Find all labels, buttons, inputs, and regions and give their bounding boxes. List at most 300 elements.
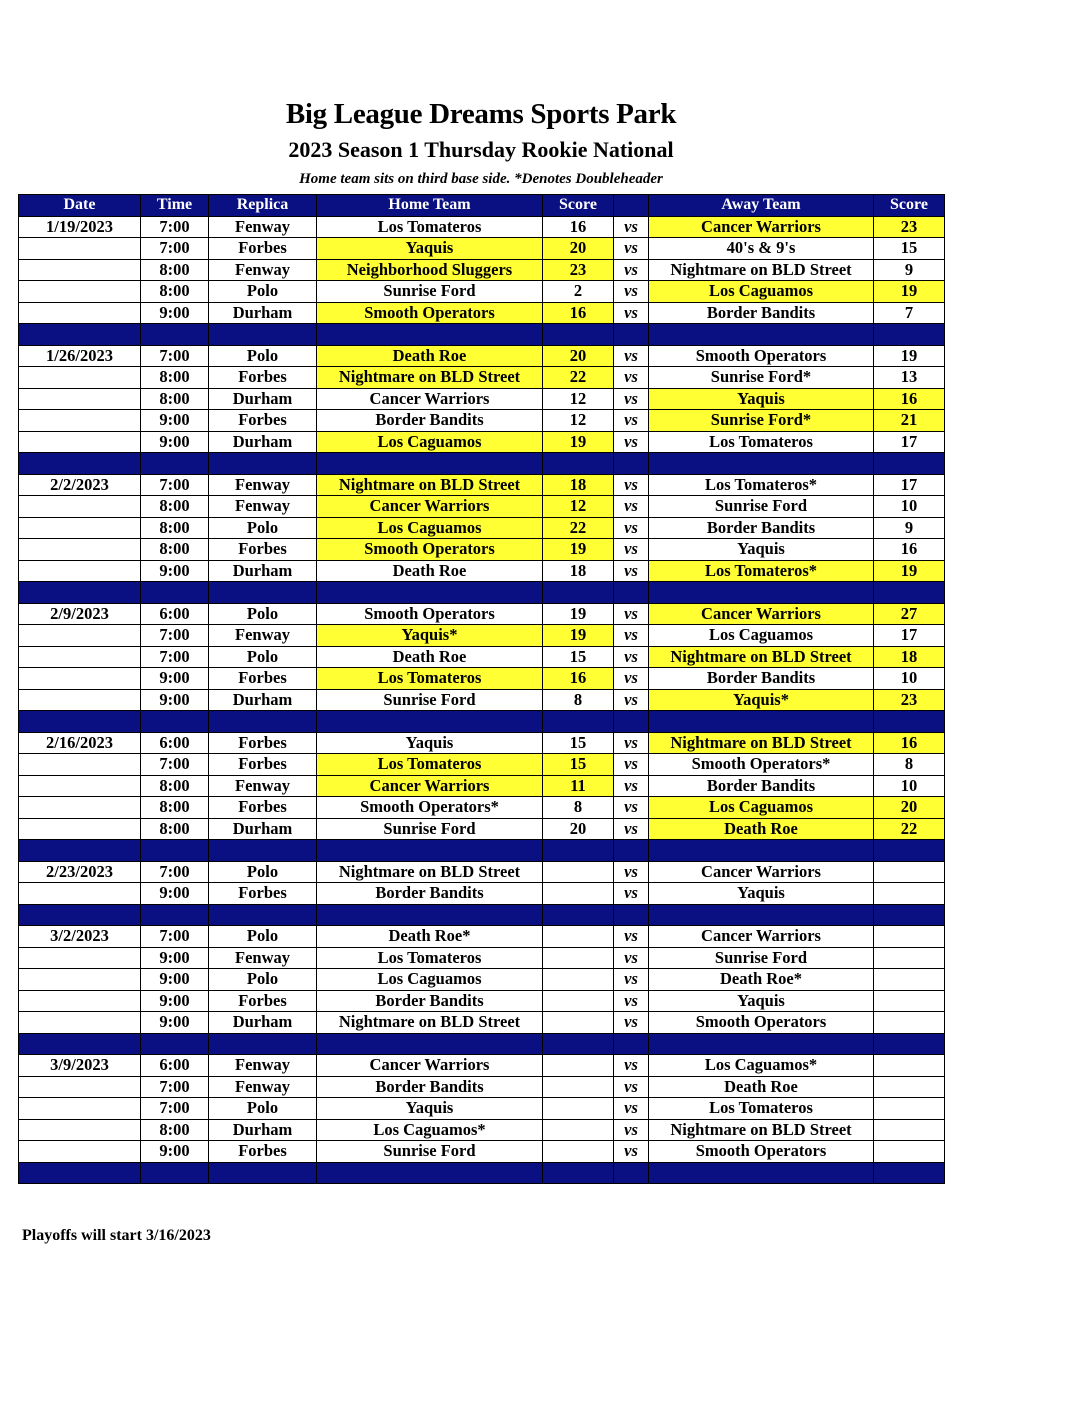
away-score: 10 [874, 668, 945, 690]
home-team: Smooth Operators [317, 603, 543, 625]
away-team: Border Bandits [649, 517, 874, 539]
separator-cell [614, 1033, 649, 1055]
week-separator-row [19, 453, 945, 475]
away-team: Nightmare on BLD Street [649, 646, 874, 668]
vs-label: vs [614, 238, 649, 260]
away-team: Yaquis [649, 990, 874, 1012]
separator-cell [649, 453, 874, 475]
separator-cell [317, 711, 543, 733]
separator-cell [317, 1162, 543, 1184]
separator-cell [19, 840, 141, 862]
away-team: Death Roe* [649, 969, 874, 991]
away-team: Los Caguamos [649, 625, 874, 647]
table-row [19, 517, 945, 539]
separator-cell [614, 582, 649, 604]
home-score: 12 [543, 388, 614, 410]
away-score [874, 1055, 945, 1077]
home-team: Sunrise Ford [317, 689, 543, 711]
home-team: Border Bandits [317, 883, 543, 905]
home-score: 15 [543, 732, 614, 754]
home-team: Yaquis [317, 238, 543, 260]
game-date-empty [19, 646, 141, 668]
separator-cell [543, 324, 614, 346]
game-replica: Forbes [209, 990, 317, 1012]
game-replica: Durham [209, 560, 317, 582]
game-date: 2/16/2023 [19, 732, 141, 754]
game-replica: Fenway [209, 947, 317, 969]
separator-cell [543, 453, 614, 475]
away-score: 10 [874, 775, 945, 797]
game-date-empty [19, 947, 141, 969]
vs-label: vs [614, 861, 649, 883]
game-date-empty [19, 754, 141, 776]
separator-cell [209, 1033, 317, 1055]
home-score: 23 [543, 259, 614, 281]
game-replica: Polo [209, 603, 317, 625]
table-row [19, 367, 945, 389]
home-score: 8 [543, 689, 614, 711]
game-date: 3/2/2023 [19, 926, 141, 948]
home-team: Border Bandits [317, 990, 543, 1012]
separator-cell [209, 904, 317, 926]
table-row [19, 281, 945, 303]
home-team: Nightmare on BLD Street [317, 474, 543, 496]
col-header-date: Date [19, 195, 141, 217]
game-replica: Forbes [209, 883, 317, 905]
away-score [874, 1012, 945, 1034]
table-row [19, 1141, 945, 1163]
game-time: 9:00 [141, 1012, 209, 1034]
game-date-empty [19, 668, 141, 690]
separator-cell [141, 324, 209, 346]
game-time: 9:00 [141, 990, 209, 1012]
game-date: 1/19/2023 [19, 216, 141, 238]
page-subtitle: 2023 Season 1 Thursday Rookie National [288, 137, 674, 162]
col-header-vs [614, 195, 649, 217]
away-team: Nightmare on BLD Street [649, 1119, 874, 1141]
separator-cell [649, 840, 874, 862]
home-score: 20 [543, 238, 614, 260]
game-replica: Forbes [209, 754, 317, 776]
game-time: 9:00 [141, 560, 209, 582]
away-score: 18 [874, 646, 945, 668]
separator-cell [141, 1162, 209, 1184]
game-date-empty [19, 410, 141, 432]
col-header-home-score: Score [543, 195, 614, 217]
game-replica: Durham [209, 431, 317, 453]
vs-label: vs [614, 281, 649, 303]
vs-label: vs [614, 818, 649, 840]
separator-cell [874, 840, 945, 862]
game-time: 9:00 [141, 668, 209, 690]
home-team: Los Tomateros [317, 668, 543, 690]
separator-cell [209, 840, 317, 862]
vs-label: vs [614, 431, 649, 453]
table-row [19, 345, 945, 367]
vs-label: vs [614, 689, 649, 711]
home-score: 11 [543, 775, 614, 797]
table-row [19, 216, 945, 238]
game-time: 7:00 [141, 754, 209, 776]
home-score [543, 990, 614, 1012]
away-team: Cancer Warriors [649, 861, 874, 883]
table-row [19, 883, 945, 905]
table-row [19, 603, 945, 625]
separator-cell [649, 904, 874, 926]
home-score: 15 [543, 754, 614, 776]
game-date-empty [19, 238, 141, 260]
game-replica: Forbes [209, 668, 317, 690]
home-team: Cancer Warriors [317, 1055, 543, 1077]
separator-cell [317, 453, 543, 475]
game-time: 9:00 [141, 410, 209, 432]
away-score: 9 [874, 517, 945, 539]
home-score: 20 [543, 818, 614, 840]
home-score: 16 [543, 216, 614, 238]
separator-cell [19, 711, 141, 733]
home-score [543, 861, 614, 883]
home-score: 2 [543, 281, 614, 303]
table-row [19, 926, 945, 948]
game-date-empty [19, 625, 141, 647]
vs-label: vs [614, 1055, 649, 1077]
away-score: 16 [874, 539, 945, 561]
vs-label: vs [614, 345, 649, 367]
away-team: Smooth Operators [649, 1012, 874, 1034]
col-header-away-team: Away Team [649, 195, 874, 217]
game-time: 8:00 [141, 517, 209, 539]
game-time: 7:00 [141, 474, 209, 496]
separator-cell [614, 1162, 649, 1184]
away-team: Smooth Operators [649, 1141, 874, 1163]
table-row [19, 732, 945, 754]
separator-cell [614, 453, 649, 475]
game-time: 7:00 [141, 926, 209, 948]
week-separator-row [19, 1033, 945, 1055]
away-team: Sunrise Ford [649, 496, 874, 518]
separator-cell [141, 711, 209, 733]
table-row [19, 646, 945, 668]
vs-label: vs [614, 883, 649, 905]
vs-label: vs [614, 410, 649, 432]
game-date-empty [19, 1119, 141, 1141]
vs-label: vs [614, 926, 649, 948]
home-team: Sunrise Ford [317, 1141, 543, 1163]
home-score [543, 1141, 614, 1163]
separator-cell [317, 904, 543, 926]
game-replica: Durham [209, 818, 317, 840]
away-team: Sunrise Ford [649, 947, 874, 969]
away-score [874, 1098, 945, 1120]
separator-cell [874, 1033, 945, 1055]
game-time: 8:00 [141, 818, 209, 840]
game-replica: Durham [209, 1119, 317, 1141]
away-team: Cancer Warriors [649, 216, 874, 238]
game-replica: Polo [209, 345, 317, 367]
separator-cell [649, 324, 874, 346]
game-time: 8:00 [141, 539, 209, 561]
game-replica: Fenway [209, 1076, 317, 1098]
home-team: Neighborhood Sluggers [317, 259, 543, 281]
game-date: 2/23/2023 [19, 861, 141, 883]
col-header-away-score: Score [874, 195, 945, 217]
game-replica: Fenway [209, 1055, 317, 1077]
separator-cell [649, 1033, 874, 1055]
table-row [19, 775, 945, 797]
home-score [543, 926, 614, 948]
table-row [19, 431, 945, 453]
table-row [19, 668, 945, 690]
vs-label: vs [614, 969, 649, 991]
home-team: Cancer Warriors [317, 496, 543, 518]
home-team: Los Caguamos [317, 431, 543, 453]
table-row [19, 388, 945, 410]
game-date-empty [19, 539, 141, 561]
home-score [543, 883, 614, 905]
separator-cell [317, 582, 543, 604]
home-team: Los Caguamos* [317, 1119, 543, 1141]
home-score: 8 [543, 797, 614, 819]
vs-label: vs [614, 668, 649, 690]
separator-cell [141, 904, 209, 926]
game-date-empty [19, 818, 141, 840]
away-team: Yaquis* [649, 689, 874, 711]
game-date-empty [19, 302, 141, 324]
home-score [543, 969, 614, 991]
away-team: Sunrise Ford* [649, 367, 874, 389]
game-replica: Polo [209, 517, 317, 539]
separator-cell [209, 711, 317, 733]
week-separator-row [19, 324, 945, 346]
game-replica: Polo [209, 861, 317, 883]
game-date-empty [19, 517, 141, 539]
away-score [874, 990, 945, 1012]
home-score [543, 1098, 614, 1120]
vs-label: vs [614, 947, 649, 969]
away-score: 10 [874, 496, 945, 518]
away-score: 17 [874, 625, 945, 647]
game-time: 7:00 [141, 1076, 209, 1098]
away-team: Los Caguamos [649, 797, 874, 819]
away-score: 7 [874, 302, 945, 324]
home-team: Los Tomateros [317, 754, 543, 776]
home-score: 18 [543, 560, 614, 582]
vs-label: vs [614, 1098, 649, 1120]
home-score: 16 [543, 302, 614, 324]
game-time: 7:00 [141, 238, 209, 260]
home-team: Border Bandits [317, 1076, 543, 1098]
home-score: 19 [543, 431, 614, 453]
away-score: 16 [874, 388, 945, 410]
away-team: Cancer Warriors [649, 603, 874, 625]
separator-cell [209, 453, 317, 475]
game-date-empty [19, 367, 141, 389]
home-score [543, 1076, 614, 1098]
home-team: Sunrise Ford [317, 281, 543, 303]
table-row [19, 1098, 945, 1120]
home-team: Nightmare on BLD Street [317, 861, 543, 883]
game-time: 8:00 [141, 775, 209, 797]
table-row [19, 969, 945, 991]
vs-label: vs [614, 1076, 649, 1098]
vs-label: vs [614, 732, 649, 754]
game-date-empty [19, 431, 141, 453]
game-replica: Forbes [209, 367, 317, 389]
game-date-empty [19, 388, 141, 410]
game-time: 8:00 [141, 367, 209, 389]
table-row [19, 1119, 945, 1141]
away-team: 40's & 9's [649, 238, 874, 260]
away-score: 17 [874, 431, 945, 453]
game-date-empty [19, 775, 141, 797]
home-team: Death Roe [317, 560, 543, 582]
game-replica: Fenway [209, 625, 317, 647]
separator-cell [614, 904, 649, 926]
home-score: 22 [543, 517, 614, 539]
game-replica: Polo [209, 646, 317, 668]
away-team: Los Tomateros [649, 431, 874, 453]
game-replica: Fenway [209, 216, 317, 238]
away-score: 23 [874, 216, 945, 238]
game-time: 7:00 [141, 1098, 209, 1120]
table-row [19, 302, 945, 324]
separator-cell [209, 582, 317, 604]
away-score: 19 [874, 281, 945, 303]
home-score: 20 [543, 345, 614, 367]
game-date: 2/2/2023 [19, 474, 141, 496]
game-time: 8:00 [141, 496, 209, 518]
game-replica: Durham [209, 689, 317, 711]
game-time: 7:00 [141, 216, 209, 238]
home-team: Yaquis [317, 1098, 543, 1120]
playoffs-note: Playoffs will start 3/16/2023 [22, 1227, 211, 1244]
away-team: Yaquis [649, 539, 874, 561]
home-team: Border Bandits [317, 410, 543, 432]
vs-label: vs [614, 797, 649, 819]
away-score: 21 [874, 410, 945, 432]
separator-cell [874, 582, 945, 604]
separator-cell [543, 1033, 614, 1055]
away-score: 27 [874, 603, 945, 625]
table-row [19, 1055, 945, 1077]
table-row [19, 990, 945, 1012]
game-time: 9:00 [141, 883, 209, 905]
game-date-empty [19, 496, 141, 518]
away-team: Death Roe [649, 1076, 874, 1098]
away-score [874, 926, 945, 948]
home-score: 19 [543, 625, 614, 647]
home-score [543, 1055, 614, 1077]
vs-label: vs [614, 754, 649, 776]
home-score: 12 [543, 496, 614, 518]
home-team: Death Roe [317, 345, 543, 367]
game-time: 9:00 [141, 302, 209, 324]
home-score: 18 [543, 474, 614, 496]
home-team: Los Caguamos [317, 969, 543, 991]
away-score: 19 [874, 345, 945, 367]
table-row [19, 238, 945, 260]
game-time: 6:00 [141, 732, 209, 754]
game-replica: Forbes [209, 1141, 317, 1163]
away-score: 17 [874, 474, 945, 496]
vs-label: vs [614, 775, 649, 797]
away-score [874, 1076, 945, 1098]
home-team: Los Tomateros [317, 216, 543, 238]
separator-cell [141, 840, 209, 862]
game-replica: Polo [209, 281, 317, 303]
separator-cell [614, 840, 649, 862]
game-date: 1/26/2023 [19, 345, 141, 367]
game-replica: Durham [209, 302, 317, 324]
separator-cell [317, 1033, 543, 1055]
separator-cell [543, 711, 614, 733]
separator-cell [543, 904, 614, 926]
home-score [543, 1119, 614, 1141]
table-row [19, 259, 945, 281]
week-separator-row [19, 582, 945, 604]
away-score: 19 [874, 560, 945, 582]
page-title: Big League Dreams Sports Park [285, 98, 677, 130]
table-row [19, 1076, 945, 1098]
game-date-empty [19, 1098, 141, 1120]
game-date-empty [19, 883, 141, 905]
home-team: Cancer Warriors [317, 775, 543, 797]
table-row [19, 689, 945, 711]
separator-cell [874, 904, 945, 926]
vs-label: vs [614, 539, 649, 561]
vs-label: vs [614, 367, 649, 389]
vs-label: vs [614, 603, 649, 625]
game-replica: Forbes [209, 797, 317, 819]
away-score: 23 [874, 689, 945, 711]
separator-cell [543, 582, 614, 604]
game-date-empty [19, 259, 141, 281]
home-team: Los Tomateros [317, 947, 543, 969]
game-date-empty [19, 969, 141, 991]
game-time: 7:00 [141, 861, 209, 883]
table-row [19, 410, 945, 432]
away-score [874, 883, 945, 905]
home-score: 16 [543, 668, 614, 690]
away-team: Smooth Operators [649, 345, 874, 367]
game-date-empty [19, 1076, 141, 1098]
away-score [874, 969, 945, 991]
col-header-replica: Replica [209, 195, 317, 217]
week-separator-row [19, 840, 945, 862]
away-team: Los Caguamos [649, 281, 874, 303]
vs-label: vs [614, 302, 649, 324]
vs-label: vs [614, 259, 649, 281]
home-team: Los Caguamos [317, 517, 543, 539]
table-header-row [19, 195, 945, 217]
home-score: 19 [543, 603, 614, 625]
vs-label: vs [614, 646, 649, 668]
home-team: Smooth Operators* [317, 797, 543, 819]
home-score: 15 [543, 646, 614, 668]
game-time: 8:00 [141, 797, 209, 819]
game-date-empty [19, 797, 141, 819]
away-team: Nightmare on BLD Street [649, 259, 874, 281]
away-team: Yaquis [649, 883, 874, 905]
separator-cell [543, 840, 614, 862]
separator-cell [19, 1033, 141, 1055]
away-score: 22 [874, 818, 945, 840]
separator-cell [317, 840, 543, 862]
game-time: 9:00 [141, 969, 209, 991]
away-score [874, 1119, 945, 1141]
game-time: 8:00 [141, 281, 209, 303]
week-separator-row [19, 1162, 945, 1184]
